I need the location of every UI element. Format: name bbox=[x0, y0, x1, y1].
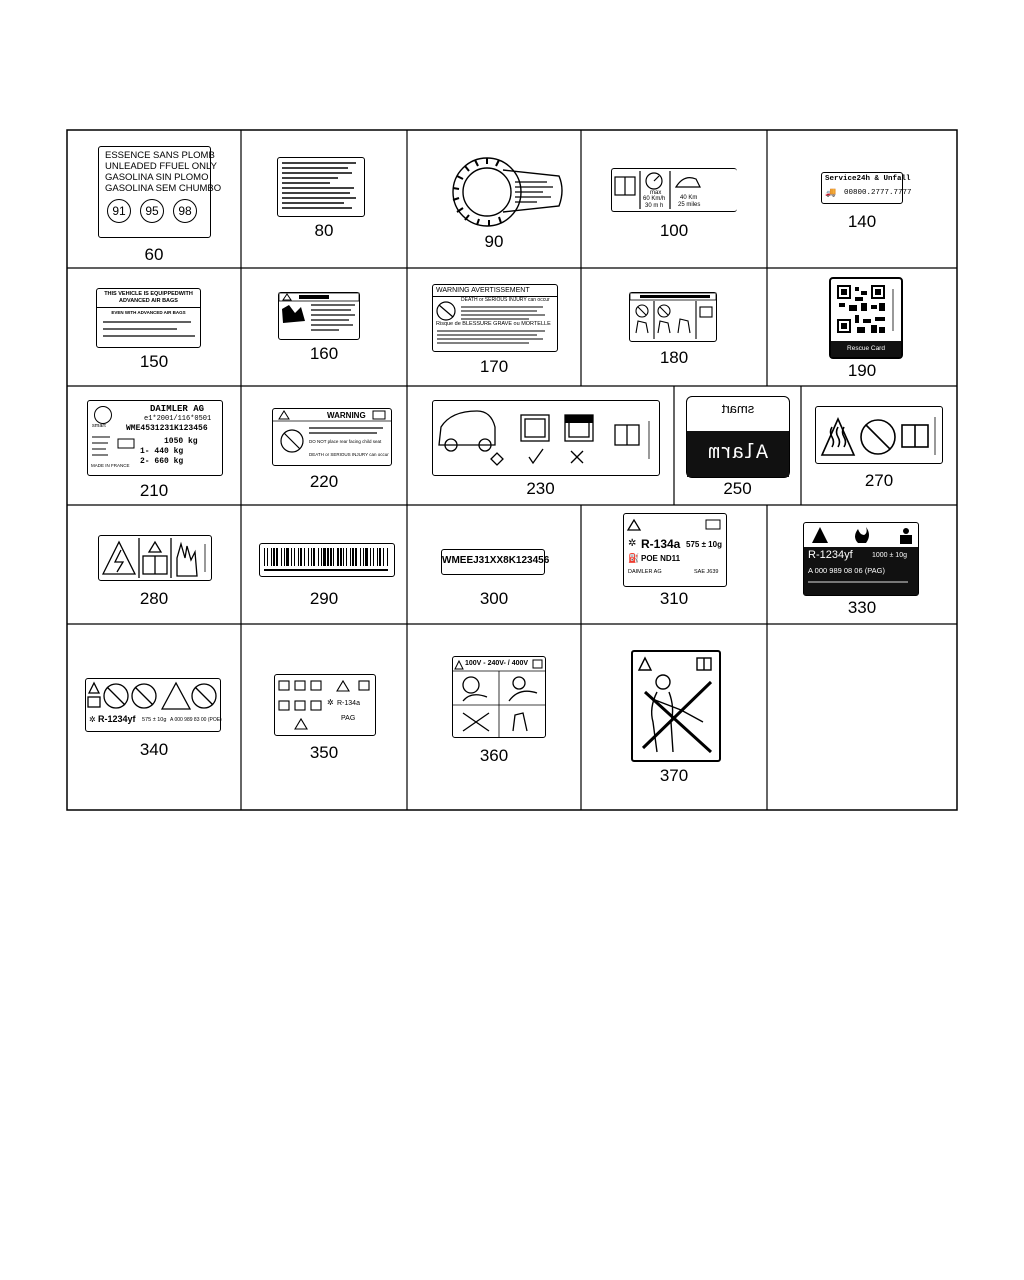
barcode-bar bbox=[294, 548, 295, 566]
part-number: 150 bbox=[139, 352, 169, 371]
barcode-bar bbox=[343, 548, 344, 566]
warning-title: WARNING bbox=[327, 411, 366, 420]
passenger-airbag-warning bbox=[272, 408, 392, 466]
part-cell-180 bbox=[581, 268, 767, 386]
barcode-bar bbox=[387, 548, 388, 566]
barcode-bar bbox=[318, 548, 319, 566]
part-cell-330 bbox=[767, 505, 957, 624]
child-seat-warning-label bbox=[278, 292, 360, 340]
barcode-bar bbox=[271, 548, 272, 566]
fuel-line-4: GASOLINA SEM CHUMBO bbox=[105, 183, 222, 194]
barcode-bar bbox=[323, 548, 326, 566]
part-number: 160 bbox=[309, 344, 339, 363]
hot-surface-icons bbox=[816, 407, 942, 463]
service-phone: 00800.2777.7777 bbox=[844, 189, 912, 197]
alarm-label bbox=[686, 396, 790, 478]
high-voltage-icons bbox=[99, 536, 211, 580]
barcode-bar bbox=[311, 548, 312, 566]
refrigerant-type: R-1234yf bbox=[98, 714, 136, 724]
fuel-line-2: UNLEADED FFUEL ONLY bbox=[105, 161, 217, 172]
part-cell-370 bbox=[581, 624, 767, 810]
part-number: 250 bbox=[723, 479, 752, 498]
airbag-warning-label bbox=[432, 284, 558, 352]
refrigerant-snowflake-icon: ✲ bbox=[327, 698, 334, 707]
gross-weight: 1050 kg bbox=[164, 437, 198, 446]
made-in: MADE IN FRANCE bbox=[91, 463, 130, 468]
barcode-bar bbox=[267, 548, 268, 566]
barcode-bar bbox=[350, 548, 351, 566]
part-number: 340 bbox=[139, 740, 169, 759]
prohibition-icons bbox=[86, 679, 220, 713]
part-number: 310 bbox=[659, 589, 689, 608]
part-number: 290 bbox=[309, 589, 339, 608]
part-number: 210 bbox=[139, 481, 169, 500]
part-number: 190 bbox=[847, 361, 877, 380]
oil-part-number: A 000 989 83 00 (POE) bbox=[170, 717, 222, 723]
warning-title: WARNING AVERTISSEMENT bbox=[436, 287, 530, 294]
seat-icons bbox=[630, 293, 716, 341]
jacking-diagram bbox=[433, 401, 659, 475]
distance-km: 40 Km bbox=[680, 195, 698, 201]
part-cell-170 bbox=[407, 268, 581, 386]
part-number: 300 bbox=[479, 589, 509, 608]
refrigerant-amount: 575 ± 10g bbox=[686, 540, 722, 549]
warning-instruction: DO NOT place rear facing child seat bbox=[309, 439, 382, 444]
oil-part-number: A 000 989 08 06 (PAG) bbox=[808, 566, 885, 575]
truck-icon: 🚚 bbox=[825, 187, 837, 197]
barcode-bar bbox=[373, 548, 374, 566]
part-number: 350 bbox=[309, 743, 339, 762]
part-cell-100 bbox=[581, 130, 767, 268]
part-number: 100 bbox=[659, 221, 689, 240]
maker: DAIMLER AG bbox=[628, 569, 662, 575]
refrigerant-amount: 575 ± 10g bbox=[142, 717, 167, 723]
high-voltage-label bbox=[98, 535, 212, 581]
barcode-bar bbox=[298, 548, 299, 566]
prohibited-person-icon bbox=[633, 652, 719, 760]
barcode-bar bbox=[313, 548, 315, 566]
text-lines bbox=[97, 289, 200, 347]
part-cell-80 bbox=[241, 130, 407, 268]
fuel-line-1: ESSENCE SANS PLOMB bbox=[105, 150, 215, 161]
refrigerant-snowflake-icon: ✲ bbox=[89, 715, 96, 724]
part-number: 270 bbox=[864, 471, 894, 490]
service-label bbox=[821, 172, 912, 204]
rescue-card-label bbox=[829, 277, 903, 359]
barcode-icon bbox=[260, 544, 394, 576]
barcode-bar bbox=[327, 548, 329, 566]
fuel-line-3: GASOLINA SIN PLOMO bbox=[105, 172, 209, 183]
barcode-bar bbox=[304, 548, 305, 566]
refrigerant-r134a-label bbox=[623, 513, 727, 587]
part-cell-310 bbox=[581, 505, 767, 624]
part-number: 170 bbox=[479, 357, 509, 376]
rear-axle-weight: 2- 660 kg bbox=[140, 457, 184, 466]
part-number: 60 bbox=[144, 245, 164, 264]
barcode-bar bbox=[281, 548, 282, 566]
warning-art bbox=[279, 293, 359, 339]
part-number: 330 bbox=[847, 598, 877, 617]
barcode-bar bbox=[377, 548, 378, 566]
barcode-bar bbox=[383, 548, 384, 566]
warning-fr: Risque de BLESSURE GRAVE ou MORTELLE bbox=[436, 321, 551, 327]
part-number: 80 bbox=[314, 221, 334, 240]
speed-icons bbox=[612, 169, 737, 211]
front-axle-weight: 1- 440 kg bbox=[140, 447, 184, 456]
dark-panel bbox=[804, 547, 918, 595]
refrigerant-r1234yf-label bbox=[803, 522, 919, 596]
vin: WME4531231K123456 bbox=[126, 424, 208, 433]
part-cell-360 bbox=[407, 624, 581, 810]
airbag-line-3: EVEN WITH ADVANCED AIR BAGS bbox=[111, 310, 186, 315]
octane-91-badge: 91 bbox=[107, 199, 131, 223]
voltage-range: 100V - 240V- / 400V bbox=[465, 660, 529, 667]
octane-95-badge: 95 bbox=[140, 199, 164, 223]
hot-surface-label bbox=[815, 406, 943, 464]
charging-icons bbox=[453, 657, 545, 737]
barcode-bar bbox=[286, 548, 289, 566]
part-number: 370 bbox=[659, 766, 689, 785]
barcode-bar bbox=[355, 548, 357, 566]
warning-en: DEATH or SERIOUS INJURY can occur bbox=[461, 297, 550, 303]
part-cell-empty bbox=[767, 624, 957, 810]
smart-brand-mirrored: smart bbox=[721, 401, 755, 416]
refrigerant-type: R-1234yf bbox=[808, 549, 853, 561]
refrigerant-type: R-134a bbox=[337, 700, 360, 707]
vin-text: WMEEJ31XX8K123456 bbox=[442, 555, 550, 566]
speed-mph: 30 m h bbox=[645, 203, 664, 209]
part-cell-300 bbox=[407, 505, 581, 624]
octane-98-badge: 98 bbox=[173, 199, 197, 223]
max-label: max bbox=[650, 190, 662, 196]
part-cell-150 bbox=[67, 268, 241, 386]
part-cell-340 bbox=[67, 624, 241, 810]
speed-limit-label bbox=[611, 168, 737, 212]
part-number: 360 bbox=[479, 746, 509, 765]
barcode-bar bbox=[337, 548, 339, 566]
part-number: 220 bbox=[309, 472, 339, 491]
vin-label bbox=[441, 549, 550, 575]
barcode-bar bbox=[330, 548, 332, 566]
part-cell-230 bbox=[407, 386, 674, 505]
seat-warning-label bbox=[629, 292, 717, 342]
barcode-label bbox=[259, 543, 395, 577]
barcode-bar bbox=[276, 548, 278, 566]
alarm-text-mirrored: Alarm bbox=[687, 431, 789, 477]
vehicle-id-plate bbox=[87, 400, 223, 476]
qr-code-icon bbox=[831, 279, 901, 341]
speed-kmh: 60 Km/h bbox=[643, 196, 666, 202]
hazard-icons bbox=[804, 523, 918, 547]
barcode-bar bbox=[352, 548, 354, 566]
service-title: Service24h & Unfall bbox=[825, 175, 911, 183]
part-number: 180 bbox=[659, 348, 689, 367]
part-cell-140 bbox=[767, 130, 957, 268]
barcode-bar bbox=[365, 548, 368, 566]
barcode-bar bbox=[346, 548, 347, 566]
oil-can-icon: ⛽ bbox=[628, 553, 640, 563]
airbag-label bbox=[96, 288, 201, 348]
part-number: 140 bbox=[847, 212, 877, 231]
airbag-line-2: ADVANCED AIR BAGS bbox=[119, 298, 178, 304]
part-number: 230 bbox=[526, 479, 555, 498]
standard: SAE J639 bbox=[694, 569, 719, 575]
part-cell-250 bbox=[674, 386, 801, 505]
part-cell-160 bbox=[241, 268, 407, 386]
barcode-bar bbox=[321, 548, 322, 566]
barcode-digits bbox=[264, 569, 388, 571]
barcode-bar bbox=[363, 548, 364, 566]
barcode-bar bbox=[370, 548, 371, 566]
barcode-bar bbox=[360, 548, 361, 566]
barcode-bar bbox=[284, 548, 285, 566]
manufacturer: DAIMLER AG bbox=[150, 404, 205, 414]
part-cell-350 bbox=[241, 624, 407, 810]
jacking-point-label bbox=[432, 400, 660, 476]
refrigerant-type: R-134a bbox=[641, 537, 681, 551]
barcode-bar bbox=[291, 548, 292, 566]
part-cell-270 bbox=[801, 386, 957, 505]
brand-name: smart bbox=[92, 423, 106, 429]
refrigerant-snowflake-icon: ✲ bbox=[628, 538, 637, 549]
part-cell-280 bbox=[67, 505, 241, 624]
part-number: 280 bbox=[139, 589, 169, 608]
warning-art bbox=[433, 285, 557, 351]
part-cell-190 bbox=[767, 268, 957, 386]
airbag-line-1: THIS VEHICLE IS EQUIPPEDWITH bbox=[104, 291, 193, 297]
barcode-bar bbox=[340, 548, 342, 566]
barcode-bar bbox=[300, 548, 302, 566]
barcode-bar bbox=[273, 548, 275, 566]
distance-miles: 25 miles bbox=[678, 202, 701, 208]
mercury-notice-label bbox=[277, 157, 365, 217]
service-icons bbox=[275, 675, 375, 735]
barcode-bar bbox=[379, 548, 381, 566]
ac-service-label bbox=[274, 674, 376, 736]
refrigerant-warning-strip bbox=[85, 678, 221, 732]
gear-ring-label bbox=[407, 130, 581, 230]
part-number: 90 bbox=[484, 232, 504, 251]
type-approval: e1*2001/116*0501 bbox=[144, 415, 212, 423]
barcode-bar bbox=[264, 548, 265, 566]
refrigerant-amount: 1000 ± 10g bbox=[872, 552, 907, 559]
text-lines bbox=[278, 158, 364, 216]
part-cell-90 bbox=[407, 130, 581, 268]
rescue-card-text: Rescue Card bbox=[831, 341, 901, 357]
oil-type: PAG bbox=[341, 715, 356, 722]
warning-consequence: DEATH or SERIOUS INJURY can occur bbox=[309, 452, 389, 457]
part-cell-220 bbox=[241, 386, 407, 505]
barcode-bar bbox=[333, 548, 334, 566]
part-cell-290 bbox=[241, 505, 407, 624]
oil-type: POE ND11 bbox=[641, 554, 681, 563]
no-rear-facing-seat-label bbox=[631, 650, 721, 762]
charging-voltage-label bbox=[452, 656, 546, 738]
fuel-label bbox=[98, 146, 222, 238]
part-cell-60 bbox=[67, 130, 241, 268]
smart-logo-icon bbox=[94, 406, 112, 424]
barcode-bar bbox=[308, 548, 309, 566]
part-cell-210 bbox=[67, 386, 241, 505]
